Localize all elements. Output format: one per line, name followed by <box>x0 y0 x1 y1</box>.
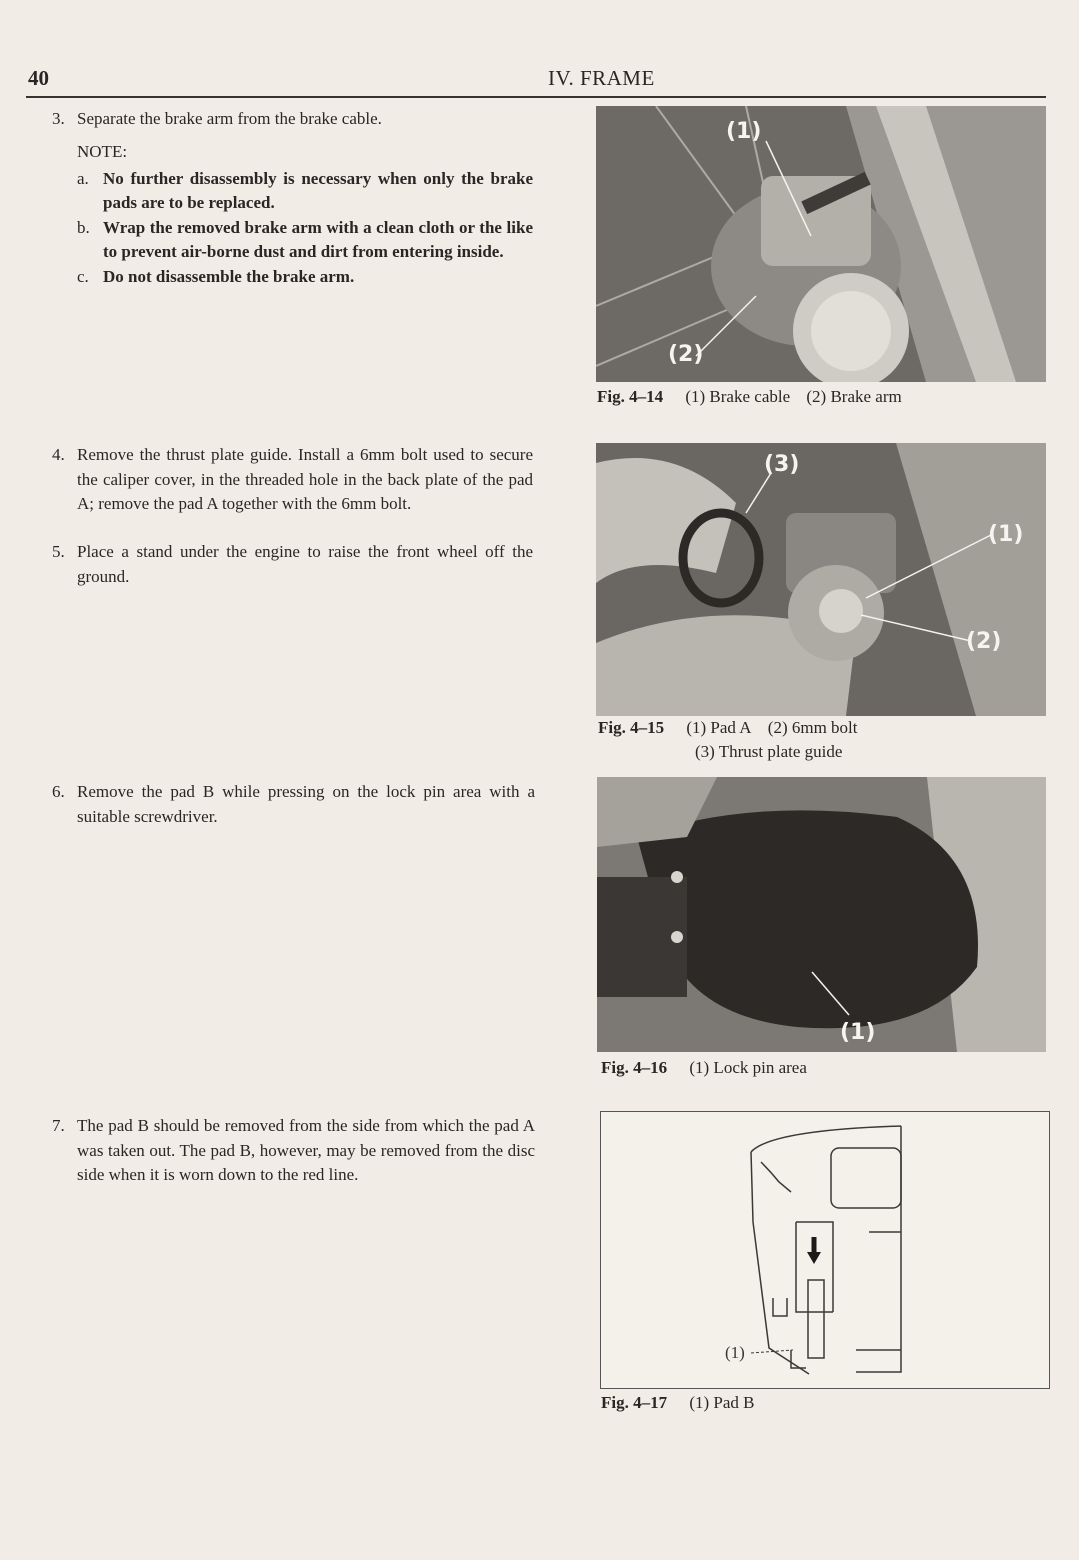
note-heading: NOTE: <box>77 142 128 161</box>
figure-4-16-caption <box>601 1056 819 1080</box>
note-letter: a. <box>77 168 89 188</box>
figure-callout: (1) <box>840 1020 876 1045</box>
note-text: Wrap the removed brake arm with a clean cloth or the like to prevent air-borne dust and dirt from entering inside. <box>103 217 533 261</box>
caption-item: (1) Lock pin area <box>689 1058 807 1077</box>
figure-4-15-caption <box>598 716 870 764</box>
figure-4-14-caption <box>597 385 914 409</box>
note-letter: c. <box>77 266 89 286</box>
note-block <box>77 140 533 289</box>
figure-4-16-photo <box>597 777 1046 1052</box>
note-text: No further disassembly is necessary when only the brake pads are to be replaced. <box>103 168 533 212</box>
step-text: Remove the thrust plate guide. Install a 6mm bolt used to secure the caliper cover, in the threaded hole in the back plate of the pad A; remove the pad A together with the 6mm bolt. <box>77 445 533 513</box>
step-number: 7. <box>52 1116 65 1135</box>
caption-item: (2) 6mm bolt <box>767 718 858 737</box>
step-text: Place a stand under the engine to raise the front wheel off the ground. <box>77 542 533 586</box>
caption-item: (1) Pad B <box>689 1393 755 1412</box>
step-6 <box>52 780 535 829</box>
step-7 <box>52 1114 535 1188</box>
note-text: Do not disassemble the brake arm. <box>103 266 355 286</box>
figure-label: Fig. 4–16 <box>601 1058 668 1077</box>
step-5 <box>52 540 533 589</box>
figure-label: Fig. 4–15 <box>598 718 665 737</box>
figure-callout: (1) <box>988 522 1024 547</box>
figure-4-17-diagram <box>600 1111 1050 1389</box>
step-number: 4. <box>52 445 65 464</box>
step-3 <box>52 107 532 132</box>
step-text: The pad B should be removed from the side from which the pad A was taken out. The pad B, however, may be removed from the disc side when it is worn down to the red line. <box>77 1116 535 1184</box>
note-letter: b. <box>77 217 90 237</box>
figure-callout: (2) <box>668 342 704 367</box>
figure-callout: (1) <box>725 1343 745 1362</box>
step-number: 5. <box>52 542 65 561</box>
note-item <box>77 216 533 265</box>
caption-item: (1) Brake cable <box>685 387 791 406</box>
chapter-title: IV. FRAME <box>548 66 655 90</box>
figure-label: Fig. 4–14 <box>597 387 664 406</box>
note-item <box>77 167 533 216</box>
caption-item: (2) Brake arm <box>806 387 902 406</box>
step-number: 6. <box>52 782 65 801</box>
caption-item: (3) Thrust plate guide <box>695 742 843 761</box>
caption-item: (1) Pad A <box>686 718 752 737</box>
step-text: Separate the brake arm from the brake cable. <box>77 109 382 128</box>
step-text: Remove the pad B while pressing on the lock pin area with a suitable screwdriver. <box>77 782 535 826</box>
figure-callout: (3) <box>764 452 800 477</box>
figure-4-15-photo <box>596 443 1046 716</box>
figure-callout: (1) <box>726 119 762 144</box>
note-item <box>77 265 533 290</box>
step-number: 3. <box>52 109 65 128</box>
figure-label: Fig. 4–17 <box>601 1393 668 1412</box>
figure-4-14-photo <box>596 106 1046 382</box>
figure-callout: (2) <box>966 629 1002 654</box>
step-4 <box>52 443 533 517</box>
figure-4-17-caption <box>601 1391 767 1415</box>
page-number: 40 <box>28 66 49 90</box>
header-rule <box>26 96 1046 98</box>
